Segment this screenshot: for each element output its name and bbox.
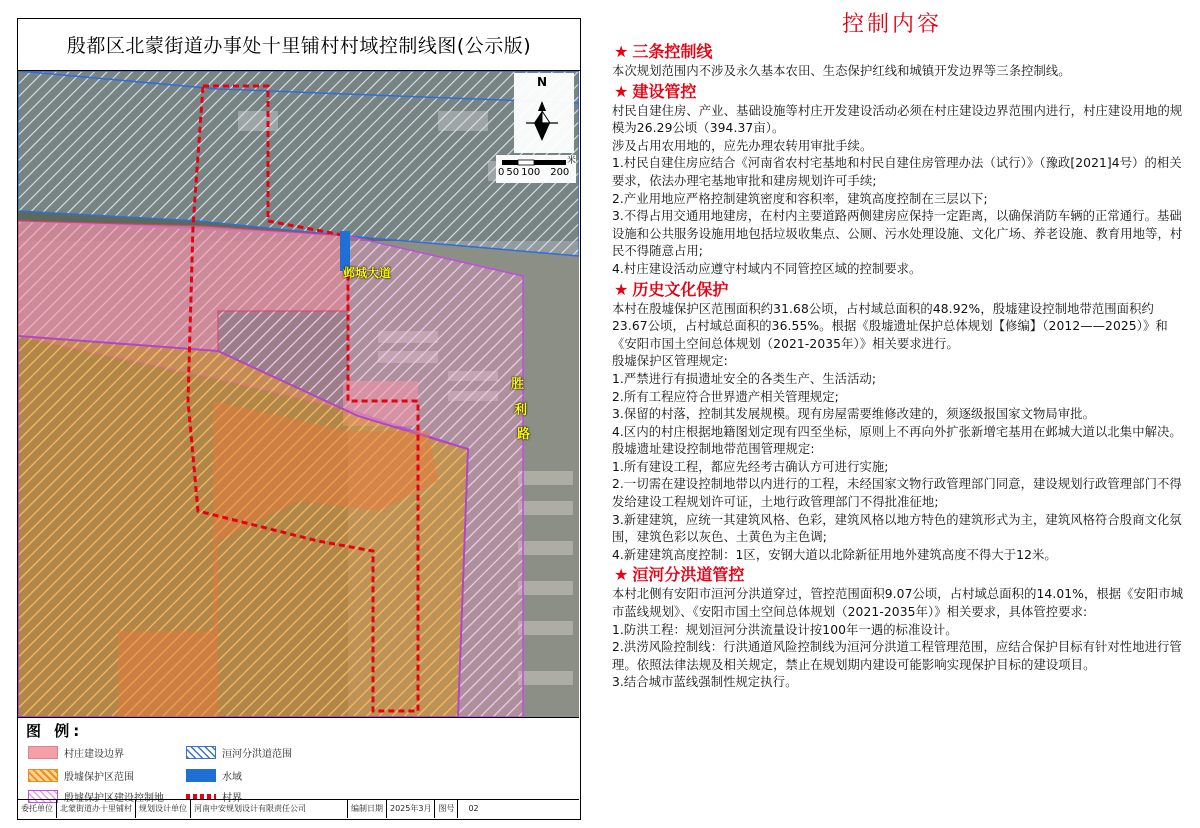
paragraph: 本次规划范围内不涉及永久基本农田、生态保护红线和城镇开发边界等三条控制线。 xyxy=(612,64,1071,78)
paragraph: 村民自建住房、产业、基础设施等村庄开发建设活动必须在村庄建设边界范围内进行，村庄建设用地的规模为26.29公顷（394.37亩）。 xyxy=(612,103,1183,136)
control-content-panel xyxy=(592,6,1192,824)
legend-title: 图 例: xyxy=(26,722,84,740)
star-icon: ★ xyxy=(614,81,629,101)
legend-item-village-border: 村界 xyxy=(186,789,242,804)
legend-swatch xyxy=(186,769,216,782)
map-panel xyxy=(17,18,581,820)
scale-tick: 50 xyxy=(506,167,520,178)
paragraph: 3.不得占用交通用地建房，在村内主要道路两侧建房应保持一定距离，以确保消防车辆的正常通行。基础设施和公共服务设施用地包括垃圾收集点、公厕、污水处理设施、文化广场、养老设施、教育用地等，村民不得随意占用; xyxy=(612,209,1183,259)
road-label-yecheng: 邺城大道 xyxy=(343,266,392,280)
paragraph: 4.村庄建设活动应遵守村域内不同管控区域的控制要求。 xyxy=(612,261,922,276)
content-title: 控制内容 xyxy=(841,12,942,37)
map-footer xyxy=(18,799,579,818)
legend-swatch xyxy=(28,746,58,759)
scale-tick: 200 xyxy=(550,167,570,178)
section-heading-construction: ★ 建设管控 xyxy=(614,81,697,101)
map-title: 殷都区北蒙街道办事处十里铺村村域控制线图(公示版) xyxy=(18,19,580,71)
legend-swatch xyxy=(186,746,216,759)
legend-item-protection-zone: 殷墟保护区范围 xyxy=(28,768,134,783)
paragraph: 3.保留的村落，控制其发展规模。现有房屋需要维修改建的，须逐级报国家文物局审批。 xyxy=(612,407,1096,422)
scale-tick: 0 xyxy=(498,167,505,178)
footer-date-value: 2025年3月 xyxy=(387,800,435,818)
footer-sheet-value: 02 xyxy=(468,804,479,813)
paragraph: 1.防洪工程：规划洹河分洪流量设计按100年一遇的标准设计。 xyxy=(612,622,958,637)
road-label-shengli-3: 路 xyxy=(517,427,531,442)
legend xyxy=(18,717,579,818)
paragraph: 殷墟遗址建设控制地带范围管理规定: xyxy=(612,442,815,457)
footer-designer-label: 规划设计单位 xyxy=(136,800,191,818)
map-canvas[interactable] xyxy=(18,71,579,717)
paragraph: 4.区内的村庄根据地籍图划定现有四至坐标，原则上不再向外扩张新增宅基用在邺城大道以北集中解决。 xyxy=(612,424,1182,439)
compass-label: N xyxy=(537,75,548,89)
paragraph: 2.洪涝风险控制线：行洪通道风险控制线为洹河分洪道工程管理范围，应结合保护目标有针对性地进行管理。依照法律法规及相关规定，禁止在规划期内建设可能影响实现保护目标的建设项目。 xyxy=(612,640,1182,672)
footer-client-value: 北蒙街道办十里铺村 xyxy=(57,800,136,818)
legend-item-construction-control: 殷墟保护区建设控制地 xyxy=(28,789,164,804)
star-icon: ★ xyxy=(614,565,629,585)
legend-item-water: 水域 xyxy=(186,768,242,783)
paragraph: 2.一切需在建设控制地带以内进行的工程，未经国家文物行政管理部门同意，建设规划行政管理部门不得发给建设工程规划许可证，土地行政管理部门不得批准征地; xyxy=(612,477,1182,510)
paragraph: 本村在殷墟保护区范围面积约31.68公顷，占村域总面积的48.92%，殷墟建设控制地带范围面积约23.67公顷，占村域总面积的36.55%。根据《殷墟遗址保护总体规划【修编】（2012——2025）》和《安阳市国土空间总体规划（2021-2035年）》相关要求进行。 xyxy=(612,301,1168,351)
paragraph: 涉及占用农用地的，应先办理农转用审批手续。 xyxy=(612,138,873,153)
legend-item-village-boundary: 村庄建设边界 xyxy=(28,745,124,760)
road-label-shengli-2: 利 xyxy=(514,403,528,418)
paragraph: 4.新建建筑高度控制：1区，安钢大道以北除新征用地外建筑高度不得大于12米。 xyxy=(612,547,1057,562)
paragraph: 2.所有工程应符合世界遗产相关管理规定; xyxy=(612,389,839,404)
star-icon: ★ xyxy=(614,42,629,61)
footer-date-label: 编制日期 xyxy=(348,800,387,818)
section-heading-three-lines: ★ 三条控制线 xyxy=(614,42,713,61)
scale-ticks xyxy=(498,167,578,178)
map-svg xyxy=(18,71,579,717)
scale-unit: 米 xyxy=(567,156,577,166)
paragraph: 本村北侧有安阳市洹河分洪道穿过，管控范围面积9.07公顷，占村域总面积的14.01%，根据《安阳市城市蓝线规划》、《安阳市国土空间总体规划（2021-2035年）》相关要求，具体管控要求: xyxy=(612,587,1184,620)
paragraph: 殷墟保护区管理规定: xyxy=(612,354,728,369)
paragraph: 1.严禁进行有损遗址安全的各类生产、生活活动; xyxy=(612,371,877,386)
paragraph: 1.村民自建住房应结合《河南省农村宅基地和村民自建住房管理办法（试行）》（豫政[2021]4号）的相关要求，依法办理宅基地审批和建房规划许可手续; xyxy=(612,156,1182,188)
road-label-shengli-1: 胜 xyxy=(511,377,525,392)
footer-designer-value: 河南中安规划设计有限责任公司 xyxy=(191,800,348,818)
footer-sheet-label: 图号 xyxy=(435,800,458,818)
paragraph: 3.新建建筑，应统一其建筑风格、色彩，建筑风格以地方特色的建筑形式为主，建筑风格符合殷商文化氛围，建筑色彩以灰色、土黄色为主色调; xyxy=(612,512,1182,545)
paragraph: 1.所有建设工程，都应先经考古确认方可进行实施; xyxy=(612,459,889,474)
section-heading-heritage: ★ 历史文化保护 xyxy=(614,279,729,299)
legend-item-flood-channel: 洹河分洪道范围 xyxy=(186,745,292,760)
legend-swatch xyxy=(28,769,58,782)
scale-tick: 100 xyxy=(521,167,541,178)
star-icon: ★ xyxy=(614,279,629,299)
section-heading-flood-channel: ★ 洹河分洪道管控 xyxy=(614,565,745,585)
paragraph: 3.结合城市蓝线强制性规定执行。 xyxy=(612,675,798,690)
footer-client-label: 委托单位 xyxy=(18,800,57,818)
paragraph: 2.产业用地应严格控制建筑密度和容积率，建筑高度控制在三层以下; xyxy=(612,191,988,206)
